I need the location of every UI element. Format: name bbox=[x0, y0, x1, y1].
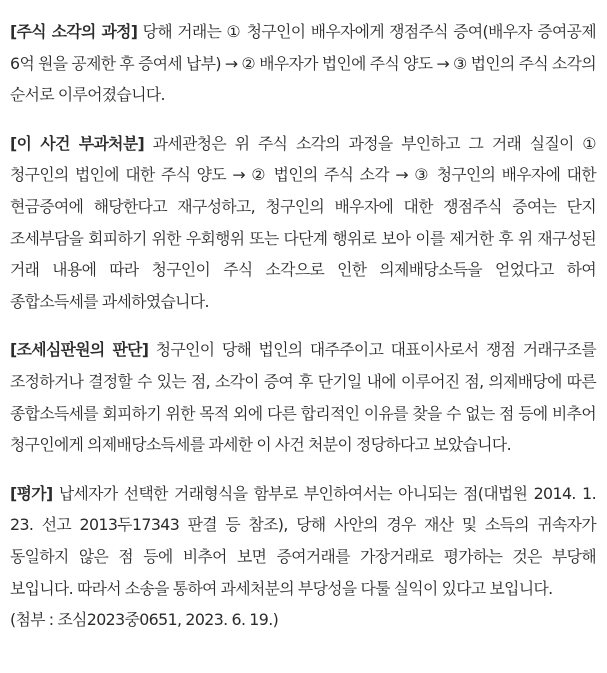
paragraph-text: 과세관청은 위 주식 소각의 과정을 부인하고 그 거래 실질이 ① 청구인의 법인에 대한 주식 양도 → ② 법인의 주식 소각 → ③ 청구인의 배우자에 대한 현금증여에 해당한다고 재구성하고, 청구인의 배우자에 대한 쟁점주식 증여는 단지 조세부담을 회피하기 위한 우회행위 또는 다단계 행위로 보아 이를 제거한 후 위 재구성된 거래 내용에 따라 청구인이 주식 소각으로 인한 의제배당소득을 얻었다고 하여 종합소득세를 과세하였습니다. bbox=[10, 133, 596, 311]
paragraph-heading: [이 사건 부과처분] bbox=[10, 133, 145, 153]
paragraph-text: 당해 거래는 ① 청구인이 배우자에게 쟁점주식 증여(배우자 증여공제 6억 원을 공제한 후 증여세 납부) → ② 배우자가 법인에 주식 양도 → ③ 법인의 주식 소각의 순서로 이루어졌습니다. bbox=[10, 22, 596, 105]
attachment-citation: (첨부 : 조심2023중0651, 2023. 6. 19.) bbox=[10, 610, 279, 630]
paragraph-heading: [평가] bbox=[10, 483, 53, 503]
paragraph-text: 청구인이 당해 법인의 대주주이고 대표이사로서 쟁점 거래구조를 조정하거나 결정할 수 있는 점, 소각이 증여 후 단기일 내에 이루어진 점, 의제배당에 따른 종합소득세를 회피하기 위한 목적 외에 다른 합리적인 이유를 찾을 수 없는 점 등에 비추어 청구인에게 의제배당소득세를 과세한 이 사건 처분이 정당하다고 보았습니다. bbox=[10, 340, 597, 455]
paragraph-tribunal-decision bbox=[10, 334, 596, 460]
paragraph-text: 납세자가 선택한 거래형식을 함부로 부인하여서는 아니되는 점(대법원 2014. 1. 23. 선고 2013두17343 판결 등 참조), 당해 사안의 경우 재산 및 소득의 귀속자가 동일하지 않은 점 등에 비추어 보면 증여거래를 가장거래로 평가하는 것은 부당해 보입니다. 따라서 소송을 통하여 과세처분의 부당성을 다툴 실익이 있다고 보입니다. bbox=[10, 483, 596, 598]
paragraph-tax-assessment bbox=[10, 128, 596, 318]
paragraph-evaluation bbox=[10, 478, 596, 636]
paragraph-heading: [주식 소각의 과정] bbox=[10, 22, 138, 41]
document-body bbox=[10, 16, 596, 636]
paragraph-share-cancellation-process bbox=[10, 16, 596, 111]
paragraph-heading: [조세심판원의 판단] bbox=[10, 340, 149, 360]
